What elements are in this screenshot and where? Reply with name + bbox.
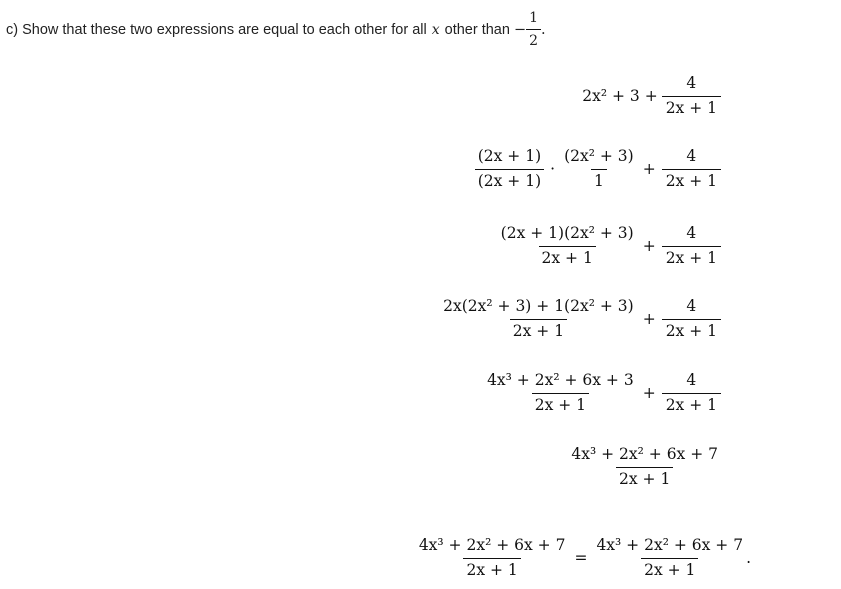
end-punct: . [541, 21, 546, 38]
numerator: (2x + 1) [477, 147, 542, 165]
denominator: 1 [591, 169, 607, 191]
plus-sign: + [642, 160, 656, 179]
numerator: 4x³ + 2x² + 6x + 7 [571, 445, 718, 463]
denominator: 2x + 1 [662, 393, 721, 415]
step-5 [484, 372, 721, 415]
denominator: 2x + 1 [662, 96, 721, 118]
numerator: (2x + 1)(2x² + 3) [500, 224, 634, 242]
plus-sign: + [642, 237, 656, 256]
step2-fraction-c [662, 148, 721, 191]
denominator: 2x + 1 [662, 169, 721, 191]
step-1 [582, 75, 721, 118]
step2-fraction-b [561, 148, 637, 191]
final-equality [416, 537, 751, 580]
step-6 [568, 446, 721, 489]
frac-denominator: 2 [526, 29, 541, 49]
numerator: (2x² + 3) [564, 147, 634, 165]
step4-fraction-c [662, 298, 721, 341]
numerator: 4x³ + 2x² + 6x + 7 [596, 536, 744, 554]
numerator: 4 [686, 147, 697, 165]
one-half-fraction [526, 10, 541, 49]
numerator: 4x³ + 2x² + 6x + 3 [487, 371, 634, 389]
equals-sign: = [574, 549, 588, 568]
step-4 [440, 298, 721, 341]
step1-fraction [662, 75, 721, 118]
step3-fraction-a [498, 225, 637, 268]
denominator: 2x + 1 [641, 558, 698, 580]
denominator: 2x + 1 [532, 393, 589, 415]
step2-fraction-a [475, 148, 544, 191]
lhs-fraction [416, 537, 569, 580]
negative-one-half [514, 10, 546, 49]
denominator: (2x + 1) [475, 169, 544, 191]
step-2 [475, 148, 721, 191]
plus-sign: + [642, 384, 656, 403]
step5-fraction-c [662, 372, 721, 415]
denominator: 2x + 1 [539, 246, 596, 268]
step5-fraction-a [484, 372, 637, 415]
multiply-dot: · [550, 160, 556, 179]
prompt-variable: x [431, 21, 440, 38]
numerator: 4 [686, 371, 697, 389]
prompt-text-after: other than [444, 21, 510, 38]
step6-fraction [568, 446, 721, 489]
step-3 [498, 225, 721, 268]
step4-fraction-a [440, 298, 637, 341]
denominator: 2x + 1 [662, 246, 721, 268]
neg-sign: − [513, 21, 527, 38]
rhs-fraction [593, 537, 746, 580]
denominator: 2x + 1 [616, 467, 673, 489]
numerator: 2x(2x² + 3) + 1(2x² + 3) [443, 297, 634, 315]
denominator: 2x + 1 [662, 319, 721, 341]
denominator: 2x + 1 [463, 558, 520, 580]
question-prompt [6, 10, 546, 49]
numerator: 4 [686, 224, 697, 242]
denominator: 2x + 1 [510, 319, 567, 341]
numerator: 4 [686, 74, 697, 92]
frac-numerator: 1 [529, 10, 539, 26]
end-period: . [746, 549, 751, 568]
prompt-text: c) Show that these two expressions are equal to each other for all [6, 21, 427, 38]
step3-fraction-c [662, 225, 721, 268]
step1-lead: 2x² + 3 + [582, 87, 658, 106]
numerator: 4x³ + 2x² + 6x + 7 [418, 536, 566, 554]
plus-sign: + [642, 310, 656, 329]
numerator: 4 [686, 297, 697, 315]
